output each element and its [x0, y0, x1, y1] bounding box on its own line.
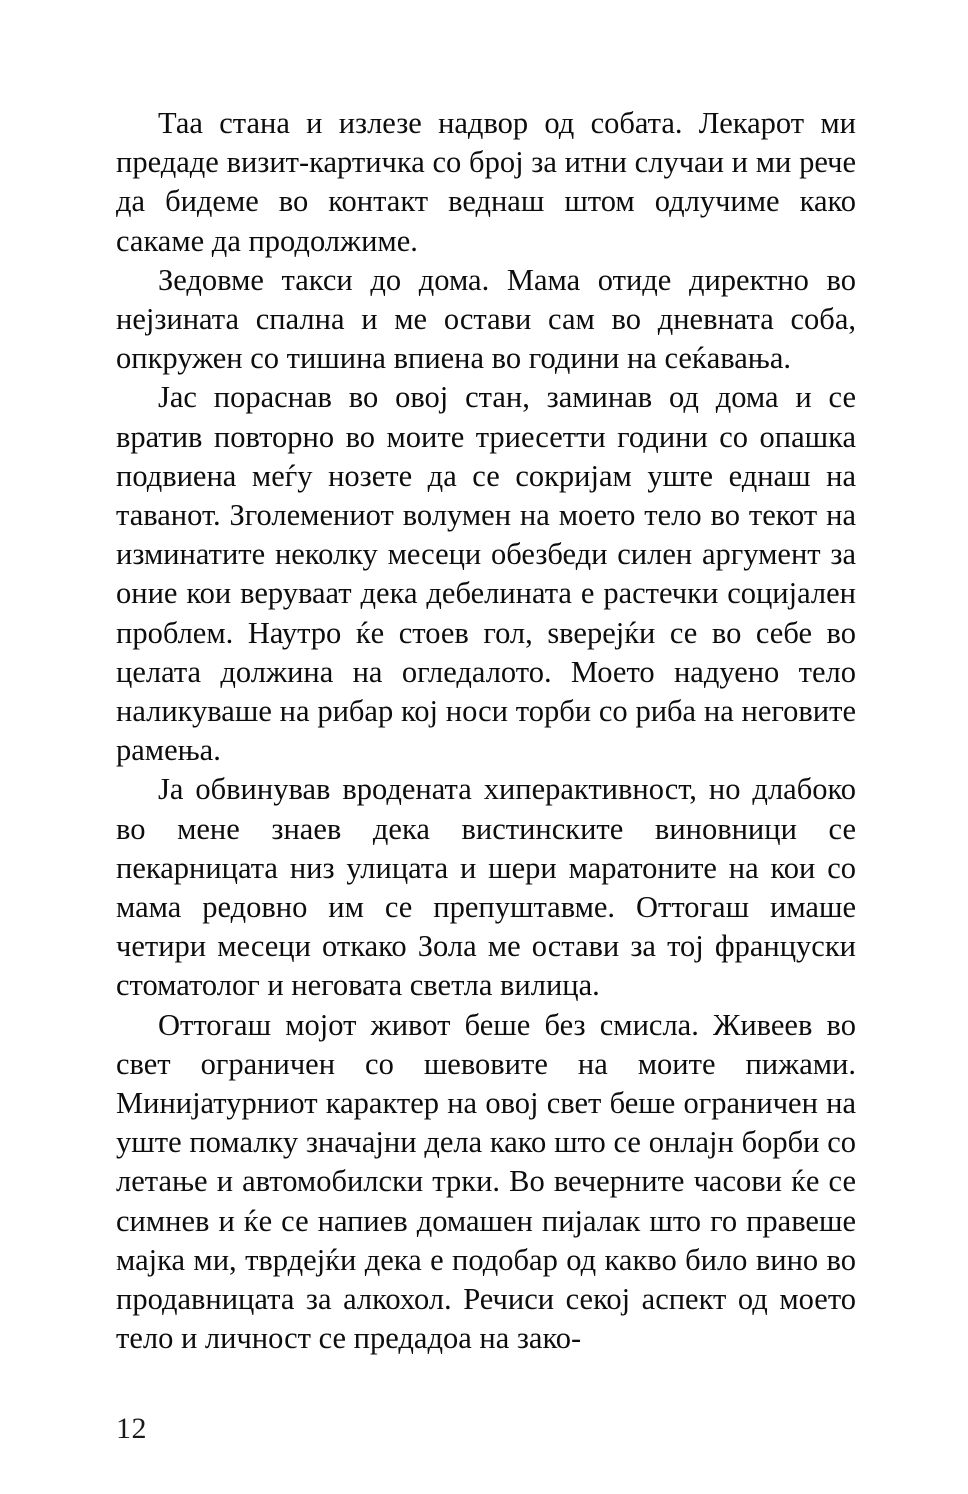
page-number: 12 — [116, 1412, 147, 1445]
paragraph: Јас пораснав во овој стан, заминав од дома и се вратив повторно во моите триесетти години со опашка подвиена меѓу нозете да се сокријам уште еднаш на таванот. Зголемениот волумен на моето тело во текот на изминатите неколку месеци обезбеди силен аргумент за оние кои веруваат дека дебелината е растечки социјален проблем. Наутро ќе стоев гол, ѕверејќи се во себе во целата должина на огледалото. Моето надуено тело наликуваше на рибар кој носи торби со риба на неговите рамења. — [116, 380, 856, 768]
paragraph: Оттогаш мојот живот беше без смисла. Живеев во свет ограничен со шевовите на моите пижами. Минијатурниот карактер на овој свет беше ограничен на уште помалку значајни дела како што се онлајн борби со летање и автомобилски трки. Во вечерните часови ќе се симнев и ќе се напиев домашен пијалак што го правеше мајка ми, тврдејќи дека е подобар од какво било вино во продавницата за алкохол. Речиси секој аспект од моето тело и личност се предадоа на зако- — [116, 1007, 856, 1356]
paragraph: Таа стана и излезе надвор од собата. Лекарот ми предаде визит-картичка со број за итни случаи и ми рече да бидеме во контакт веднаш штом одлучиме како сакаме да продолжиме. — [116, 106, 856, 258]
paragraph: Ја обвинував вродената хиперактивност, но длабоко во мене знаев дека вистинските виновници се пекарницата низ улицата и шери маратоните на кои со мама редовно им се препуштавме. Оттогаш имаше четири месеци откако Зола ме остави за тој француски стоматолог и неговата светла вилица. — [116, 772, 856, 1003]
paragraph: Зедовме такси до дома. Мама отиде директно во нејзината спална и ме остави сам во дневната соба, опкружен со тишина впиена во години на сеќавања. — [116, 262, 856, 376]
page-body-text — [116, 104, 856, 1359]
